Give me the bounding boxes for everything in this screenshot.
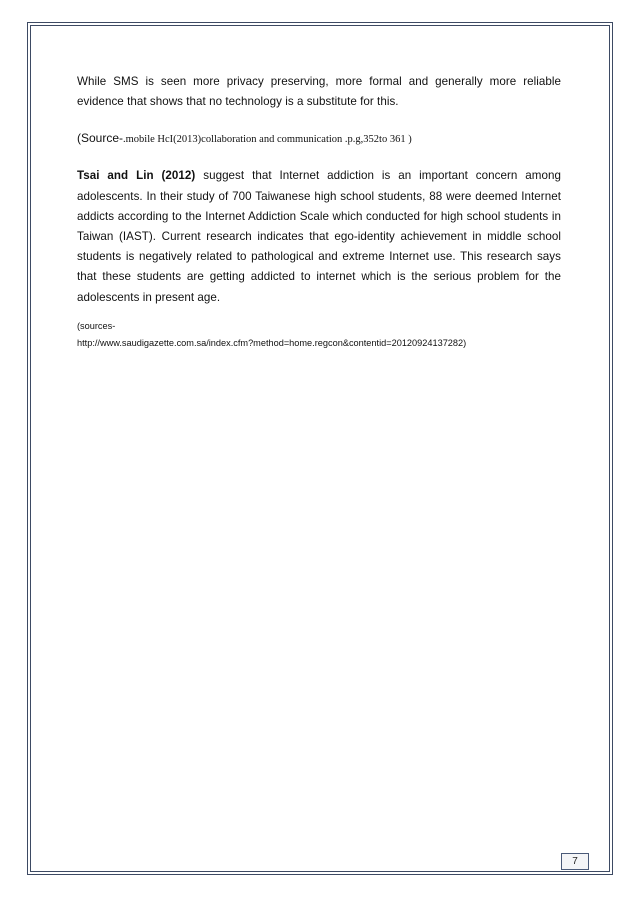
paragraph-author: Tsai and Lin (2012): [77, 169, 196, 183]
source-citation-1-text: .mobile HcI(2013)collaboration and communication .p.g,352to 361 ): [123, 134, 412, 146]
source-citation-1-prefix: (Source-: [77, 131, 124, 146]
source-citation-1: [77, 130, 561, 148]
page-number: 7: [561, 853, 589, 870]
source-citation-2-url: http://www.saudigazette.com.sa/index.cfm?method=home.regcon&contentid=20120924137282): [77, 337, 467, 348]
paragraph-internet-addiction: [77, 166, 561, 307]
paragraph-body: suggest that Internet addiction is an important concern among adolescents. In their study of 700 Taiwanese high school students, 88 were deemed Internet addicts according to the Internet Addiction Scale which conducted for high school students in Taiwan (IAST). Current research indicates that ego-identity achievement in middle school students is negatively related to pathological and extreme Internet use. This research says that these students are getting addicted to internet which is the serious problem for the adolescents in present age.: [77, 169, 561, 304]
source-citation-2: [77, 318, 561, 352]
document-content: [77, 72, 561, 352]
paragraph-sms: While SMS is seen more privacy preserving, more formal and generally more reliable evidence that shows that no technology is a substitute for this.: [77, 75, 561, 109]
source-citation-2-label: (sources-: [77, 320, 116, 331]
